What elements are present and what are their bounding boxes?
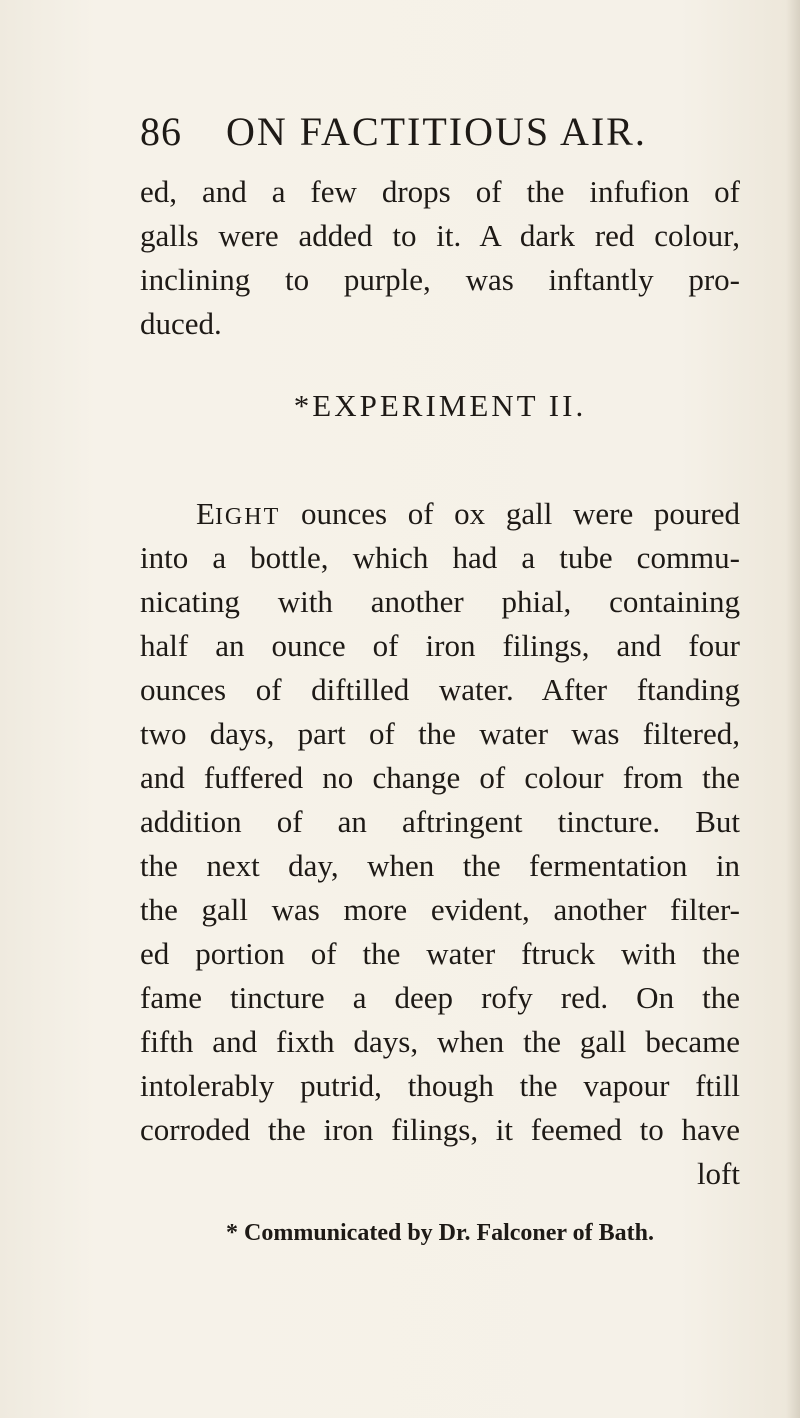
- text-line: into a bottle, which had a tube commu-: [140, 540, 740, 575]
- page-number: 86: [140, 109, 182, 154]
- text-line: intolerably putrid, though the vapour ftill: [140, 1068, 740, 1103]
- text-line: fifth and fixth days, when the gall became: [140, 1024, 740, 1059]
- text-line: ed portion of the water ftruck with the: [140, 936, 740, 971]
- text-line: two days, part of the water was filtered,: [140, 716, 740, 751]
- text-line: half an ounce of iron filings, and four: [140, 628, 740, 663]
- drop-letter: E: [196, 496, 215, 531]
- text-line: ed, and a few drops of the infufion of: [140, 174, 740, 209]
- running-header: [140, 108, 700, 168]
- text-line: and fuffered no change of colour from the: [140, 760, 740, 795]
- page-edge-shadow: [786, 0, 800, 1418]
- small-caps-word: IGHT: [214, 504, 281, 530]
- footnote: * Communicated by Dr. Falconer of Bath.: [226, 1220, 654, 1246]
- text-line: ounces of diftilled water. After ftanding: [140, 672, 740, 707]
- text-line: nicating with another phial, containing: [140, 584, 740, 619]
- text-line: the next day, when the fermentation in: [140, 848, 740, 883]
- text-line: galls were added to it. A dark red colour,: [140, 218, 740, 253]
- text-line: addition of an aftringent tincture. But: [140, 804, 740, 839]
- text-line: duced.: [140, 306, 222, 341]
- text-line: inclining to purple, was inftantly pro-: [140, 262, 740, 297]
- text-line-first: [140, 492, 740, 536]
- experiment-paragraph: [140, 492, 740, 1196]
- text-line: corroded the iron filings, it feemed to have: [140, 1112, 740, 1147]
- first-line-rest: ounces of ox gall were poured: [280, 496, 740, 531]
- text-line: fame tincture a deep rofy red. On the: [140, 980, 740, 1015]
- catchword: loft: [696, 1156, 740, 1191]
- text-line: the gall was more evident, another filter-: [140, 892, 740, 927]
- section-heading: *EXPERIMENT II.: [293, 388, 587, 423]
- running-title: ON FACTITIOUS AIR.: [226, 109, 647, 154]
- continued-paragraph: [140, 170, 740, 346]
